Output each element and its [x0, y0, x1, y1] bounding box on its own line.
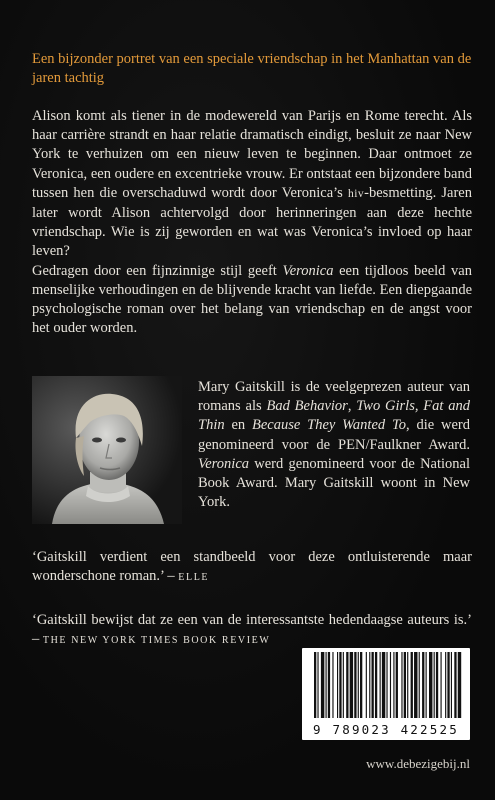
publisher-website[interactable]: www.debezigebij.nl — [366, 756, 470, 771]
barcode-bar — [411, 652, 413, 718]
barcode-bar — [441, 652, 442, 718]
book-title: Two Girls, Fat and Thin — [198, 398, 471, 434]
bio-text: en — [224, 417, 252, 434]
bio-text: , — [347, 398, 357, 415]
barcode-bar — [369, 652, 370, 718]
quote-text: ‘Gaitskill verdient een standbeeld voor deze ontluisterende maar wonderschone roman.’ – — [32, 549, 472, 585]
barcode-bar — [426, 652, 427, 718]
author-bio — [198, 378, 470, 512]
book-title: Veronica — [282, 262, 334, 279]
blurb-paragraph-1 — [32, 107, 472, 262]
barcode-bar — [390, 652, 391, 718]
quote-text: ‘Gaitskill bewijst dat ze een van de interessantste hedendaagse auteurs is.’ – — [32, 612, 472, 648]
book-title: Because They Wanted To — [251, 417, 406, 434]
hiv-abbrev: hiv — [347, 187, 365, 200]
barcode-bar — [321, 652, 324, 718]
blurb-text: Gedragen door een fijnzinnige stijl geeft — [32, 262, 283, 279]
barcode-bar — [436, 652, 438, 718]
tagline: Een bijzonder portret van een speciale vriendschap in het Manhattan van de jaren tachtig — [32, 51, 472, 86]
barcode-bar — [372, 652, 374, 718]
isbn-barcode — [302, 648, 470, 740]
review-quote — [32, 548, 472, 587]
barcode-bar — [407, 652, 408, 718]
blurb — [32, 107, 472, 338]
barcode-bar — [366, 652, 367, 718]
barcode-bar — [326, 652, 327, 718]
blurb-text: -besmetting. Jaren later wordt Alison achtervolgd door herinneringen aan deze hechte vriendschap. Wie is zij geworden en wat was Veronica’s invloed op haar leven? — [32, 184, 472, 260]
barcode-bar — [317, 652, 318, 718]
barcode-bar — [339, 652, 341, 718]
barcode-bar — [350, 652, 353, 718]
barcode-bar — [422, 652, 424, 718]
author-photo — [32, 376, 182, 524]
book-title: Veronica — [198, 455, 250, 472]
barcode-bar — [358, 652, 359, 718]
barcode-bar — [404, 652, 406, 718]
barcode-bar — [451, 652, 452, 718]
barcode-bar — [419, 652, 420, 718]
barcode-bar — [328, 652, 330, 718]
barcode-bar — [375, 652, 377, 718]
barcode-bar — [346, 652, 348, 718]
bio-text: werd genomineerd voor de National Book Award. Mary Gaitskill woont in New York. — [198, 455, 470, 511]
barcode-bar — [380, 652, 381, 718]
blurb-paragraph-2 — [32, 262, 472, 339]
barcode-bar — [354, 652, 356, 718]
barcode-bar — [332, 652, 333, 718]
barcode-bar — [454, 652, 456, 718]
barcode-bar — [434, 652, 435, 718]
blurb-text: een tijdloos beeld van menselijke verhoudingen en de blijvende kracht van liefde. Een diepgaande psychologische roman over het belang van vriendschap en de angst voor het ouder worden. — [32, 262, 472, 337]
barcode-bar — [393, 652, 394, 718]
barcode-bar — [343, 652, 344, 718]
barcode-bar — [382, 652, 385, 718]
barcode-bar — [314, 652, 316, 718]
isbn-number: 9 789023 422525 — [313, 722, 459, 737]
barcode-bar — [447, 652, 449, 718]
barcode-bar — [458, 652, 461, 718]
barcode-bar — [360, 652, 362, 718]
barcode-bar — [414, 652, 417, 718]
review-quote — [32, 611, 472, 650]
author-bio-text — [198, 378, 470, 512]
barcode-bars — [306, 652, 466, 720]
author-portrait-image — [32, 376, 182, 524]
bio-text: Mary Gaitskill is de veelgeprezen auteur van romans als — [198, 379, 470, 415]
barcode-bar — [401, 652, 402, 718]
quote-source: THE NEW YORK TIMES BOOK REVIEW — [42, 635, 271, 647]
barcode-bar — [429, 652, 432, 718]
barcode-bar — [445, 652, 446, 718]
blurb-text: Alison komt als tiener in de modewereld van Parijs en Rome terecht. Als haar carrière strandt en haar relatie dramatisch eindigt, besluit ze naar New York te verhuizen om een nieuw leven te beginnen. Daar ontmoet ze Veronica, een oudere en excentrieke vrouw. Er ontstaat een bijzondere band tussen hen die overschaduwd wordt door Veronica’s — [32, 108, 472, 201]
book-title: Bad Behavior — [266, 398, 348, 415]
quote-source: ELLE — [178, 572, 210, 584]
barcode-bar — [386, 652, 387, 718]
barcode-bar — [396, 652, 398, 718]
barcode-bar — [337, 652, 338, 718]
bio-text: , die werd genomineerd voor de PEN/Faulkner Award. — [198, 417, 470, 453]
